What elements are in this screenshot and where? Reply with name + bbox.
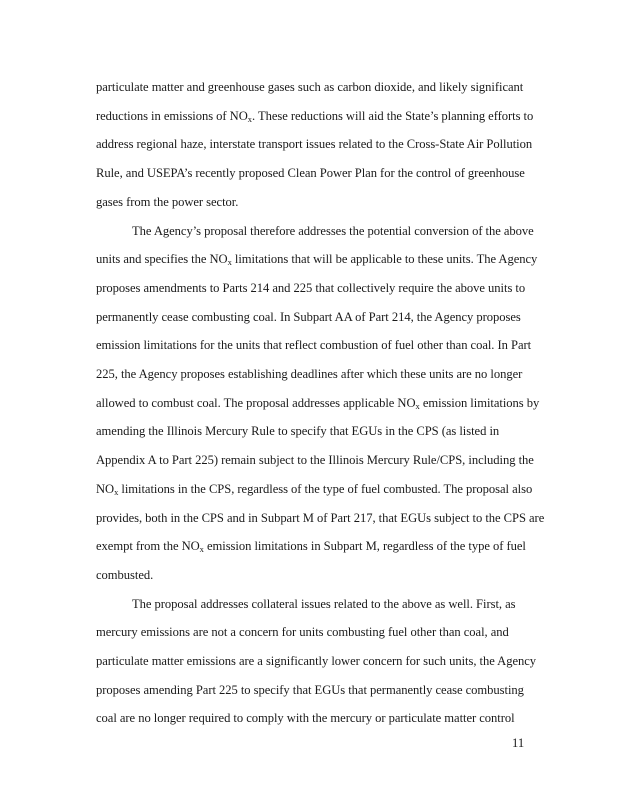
text-segment: coal are no longer required to comply with the mercury or particulate matter control (96, 711, 515, 725)
text-segment: emission limitations for the units that reflect combustion of fuel other than coal. In Part (96, 338, 532, 352)
text-line (96, 79, 536, 95)
text-segment: NO (96, 482, 115, 496)
text-line (96, 682, 536, 698)
subscript: x (227, 257, 232, 267)
text-line (96, 136, 536, 152)
text-segment: limitations that will be applicable to these units. The Agency (231, 252, 538, 266)
text-segment: The Agency’s proposal therefore addresses the potential conversion of the above (132, 224, 534, 238)
text-line (96, 510, 545, 526)
text-segment: units and specifies the NO (96, 252, 228, 266)
text-line (96, 337, 536, 353)
text-segment: particulate matter emissions are a significantly lower concern for such units, the Agency (96, 654, 537, 668)
subscript: x (114, 487, 119, 497)
subscript: x (247, 114, 252, 124)
text-line (132, 596, 536, 612)
text-segment: provides, both in the CPS and in Subpart M of Part 217, that EGUs subject to the CPS are (96, 511, 545, 525)
text-segment: proposes amending Part 225 to specify that EGUs that permanently cease combusting (96, 683, 524, 697)
text-segment: Rule, and USEPA’s recently proposed Clean Power Plan for the control of greenhouse (96, 166, 525, 180)
text-line (132, 223, 536, 239)
text-line (96, 309, 536, 325)
text-segment: emission limitations by (419, 396, 540, 410)
text-line (96, 624, 536, 640)
subscript: x (199, 544, 204, 554)
text-segment: exempt from the NO (96, 539, 200, 553)
text-segment: 225, the Agency proposes establishing deadlines after which these units are no longer (96, 367, 523, 381)
text-segment: particulate matter and greenhouse gases such as carbon dioxide, and likely significant (96, 80, 524, 94)
text-segment: limitations in the CPS, regardless of the type of fuel combusted. The proposal also (118, 482, 533, 496)
text-segment: . These reductions will aid the State’s planning efforts to (251, 109, 534, 123)
text-segment: permanently cease combusting coal. In Subpart AA of Part 214, the Agency proposes (96, 310, 521, 324)
text-line (96, 423, 536, 439)
text-line (96, 280, 536, 296)
text-segment: gases from the power sector. (96, 195, 239, 209)
text-segment: mercury emissions are not a concern for units combusting fuel other than coal, and (96, 625, 509, 639)
text-segment: reductions in emissions of NO (96, 109, 248, 123)
text-segment: emission limitations in Subpart M, regardless of the type of fuel (203, 539, 526, 553)
text-segment: proposes amendments to Parts 214 and 225 that collectively require the above units to (96, 281, 526, 295)
text-line (96, 108, 536, 124)
text-line (96, 653, 536, 669)
page-number: 11 (512, 736, 525, 750)
text-segment: amending the Illinois Mercury Rule to specify that EGUs in the CPS (as listed in (96, 424, 500, 438)
text-line (96, 710, 536, 726)
text-line (96, 366, 536, 382)
text-line (96, 481, 536, 497)
text-line (96, 395, 540, 411)
text-line (96, 251, 536, 267)
text-line (96, 452, 536, 468)
text-line (96, 194, 536, 210)
text-line (96, 567, 536, 583)
text-line (96, 538, 536, 554)
text-segment: Appendix A to Part 225) remain subject to the Illinois Mercury Rule/CPS, including the (96, 453, 534, 467)
text-segment: allowed to combust coal. The proposal addresses applicable NO (96, 396, 416, 410)
text-segment: The proposal addresses collateral issues related to the above as well. First, as (132, 597, 516, 611)
text-segment: combusted. (96, 568, 154, 582)
text-segment: address regional haze, interstate transport issues related to the Cross-State Air Pollution (96, 137, 533, 151)
subscript: x (415, 401, 420, 411)
text-line (96, 165, 536, 181)
